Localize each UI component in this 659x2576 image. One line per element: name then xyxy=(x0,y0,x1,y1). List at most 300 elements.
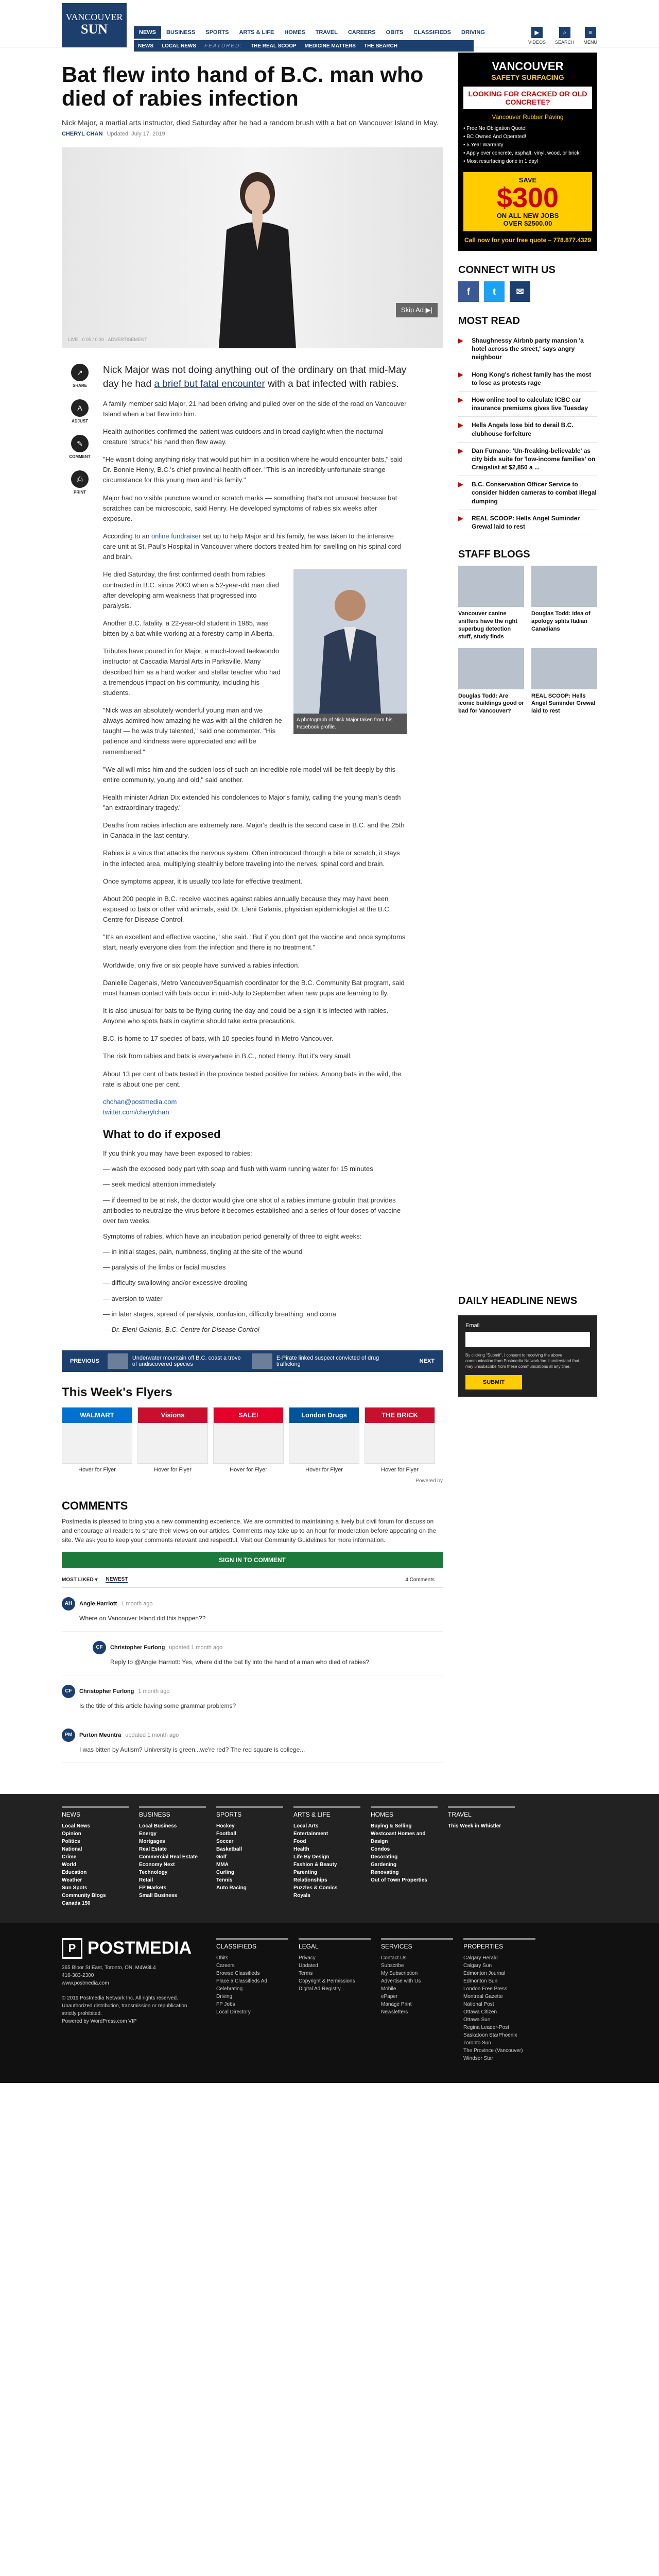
ad-save-line2: OVER $2500.00 xyxy=(503,219,552,227)
subnav-item-local-news[interactable]: LOCAL NEWS xyxy=(162,43,197,49)
footer-link[interactable]: Weather xyxy=(62,1877,82,1883)
body-paragraph: Once symptoms appear, it is usually too late for effective treatment. xyxy=(103,877,303,885)
newsletter-legal: By clicking "Submit", I consent to receiving the above communication from Postmedia Network Inc. I understand that I may unsubscribe from these communications at any time. xyxy=(465,1353,582,1369)
footer-link[interactable]: Politics xyxy=(62,1838,80,1844)
footer-link[interactable]: Driving xyxy=(216,1993,233,1999)
staff-blog-card[interactable] xyxy=(531,566,597,640)
blog-title: Douglas Todd: Idea of apology splits Italian Canadians xyxy=(531,611,591,632)
fundraiser-paragraph xyxy=(103,531,407,562)
nav-item-driving[interactable]: DRIVING xyxy=(461,29,485,36)
footer-link[interactable]: Life By Design xyxy=(293,1854,330,1860)
flyer-caption: Hover for Flyer xyxy=(78,1466,116,1473)
footer-link[interactable]: Privacy xyxy=(299,1955,316,1961)
ad-save-amount: $300 xyxy=(496,182,559,213)
menu-button[interactable] xyxy=(584,27,598,45)
symptom-item: — aversion to water xyxy=(103,1294,163,1302)
avatar[interactable]: PM xyxy=(62,1728,75,1742)
body-paragraph: Tributes have poured in for Major, a much-loved taekwondo instructor at Cascadia Martial Arts in Parksville. Many described him as a hard worker and stellar teacher who had a tremendous impact on his community, including his students. xyxy=(103,647,281,697)
footer-link[interactable]: Fashion & Beauty xyxy=(293,1861,337,1868)
fundraiser-text-start: According to an xyxy=(103,532,151,540)
comment-text: Where on Vancouver Island did this happen?? xyxy=(79,1614,206,1622)
flyer-card[interactable] xyxy=(213,1407,284,1473)
footer-nav xyxy=(0,1794,659,1923)
footer-link[interactable]: Ottawa Citizen xyxy=(463,2009,497,2015)
video-presenter-image xyxy=(211,163,304,348)
body-paragraph: Health authorities confirmed the patient was outdoors and in broad daylight when the nocturnal creature "struck" his hand then flew away. xyxy=(103,427,384,446)
body-paragraph: About 13 per cent of bats tested in the province tested positive for rabies. Among bats in the wild, the rate is about one per cent. xyxy=(103,1070,402,1088)
footer-link[interactable]: Auto Racing xyxy=(216,1885,247,1891)
site-logo[interactable] xyxy=(62,3,127,47)
body-paragraph: Rabies is a virus that attacks the nervous system. Often introduced through a bite or scratch, it stays in the infected area, multiplying stealthily before traveling into the nerves, spinal cord and brain. xyxy=(103,849,400,868)
footer-link[interactable]: Energy xyxy=(139,1831,157,1837)
most-read-item[interactable] xyxy=(458,366,597,392)
footer-link[interactable]: Relationships xyxy=(293,1877,327,1883)
footer-link[interactable]: Royals xyxy=(293,1892,310,1899)
footer-link[interactable]: Community Blogs xyxy=(62,1892,106,1899)
flyer-banner: THE BRICK xyxy=(365,1408,435,1423)
prev-next-story[interactable] xyxy=(108,1353,241,1369)
share-label: ADJUST xyxy=(71,419,88,424)
article-dek: Nick Major, a martial arts instructor, died Saturday after he had a random brush with a bat on Vancouver Island in May. xyxy=(62,118,439,127)
footer-link[interactable]: This Week in Whistler xyxy=(448,1823,501,1829)
footer-column xyxy=(216,1806,283,1907)
contact-info xyxy=(103,1097,407,1117)
footer-link[interactable]: Digital Ad Registry xyxy=(299,1986,341,1992)
inline-photo[interactable] xyxy=(293,569,407,734)
postmedia-logo[interactable] xyxy=(62,1938,196,1959)
video-player[interactable] xyxy=(62,147,443,348)
footer-link[interactable]: Local News xyxy=(62,1823,91,1829)
ad-save-word: SAVE xyxy=(518,176,537,184)
footer-link[interactable]: Golf xyxy=(216,1854,227,1860)
flyers-section xyxy=(62,1385,443,1484)
body-paragraph: He died Saturday, the first confirmed death from rabies contracted in B.C. since 2003 when a 52-year-old man died after developing arm weakness that progressed into paralysis. xyxy=(103,570,279,609)
flyer-banner: SALE! xyxy=(214,1408,283,1423)
symptom-item: — in initial stages, pain, numbness, tingling at the site of the wound xyxy=(103,1248,303,1256)
skip-ad-button[interactable]: Skip Ad ▶| xyxy=(396,303,438,317)
footer-link[interactable]: Local Directory xyxy=(216,2009,251,2015)
footer-link[interactable]: Soccer xyxy=(216,1838,234,1844)
menu-icon: ≡ xyxy=(585,27,596,38)
body-paragraph: Danielle Dagenais, Metro Vancouver/Squamish coordinator for the B.C. Community Bat program, said most human contact with bats occur in mid-July to September when new pups are learning to fly. xyxy=(103,978,405,997)
footer-link[interactable]: Toronto Sun xyxy=(463,2040,491,2046)
comment-tab[interactable]: MOST LIKED ▾ xyxy=(62,1577,98,1583)
box-source: — Dr. Eleni Galanis, B.C. Centre for Disease Control xyxy=(103,1325,259,1333)
footer-link[interactable]: Browse Classifieds xyxy=(216,1970,260,1976)
share-label: SHARE xyxy=(72,383,87,388)
nav-item-obits[interactable]: OBITS xyxy=(386,29,404,36)
tool-label: VIDEOS xyxy=(528,40,546,45)
flyer-image xyxy=(289,1407,359,1464)
footer-link[interactable]: Terms xyxy=(299,1970,313,1976)
print-icon: ⎙ xyxy=(71,470,89,488)
footer-column-title[interactable]: BUSINESS xyxy=(139,1806,206,1818)
footer-column xyxy=(62,1806,129,1907)
footer-link[interactable]: Crime xyxy=(62,1854,77,1860)
body-paragraph: The risk from rabies and bats is everywhere in B.C., noted Henry. But it's very small. xyxy=(103,1052,352,1060)
footer-link[interactable]: My Subscription xyxy=(381,1970,418,1976)
most-read-title: Shaughnessy Airbnb party mansion 'a hotel across the street,' says angry neighbour xyxy=(472,337,584,361)
twitter-icon[interactable]: t xyxy=(484,281,505,302)
connect-title: CONNECT WITH US xyxy=(458,264,556,276)
body-paragraph: Deaths from rabies infection are extremely rare. Major's death is the second case in B.C. and the 25th in Canada in the last century. xyxy=(103,821,405,840)
footer-link[interactable]: Tennis xyxy=(216,1877,233,1883)
footer-bottom-column xyxy=(299,1938,371,2062)
comment-header xyxy=(62,1597,443,1611)
flyer-card[interactable] xyxy=(289,1407,359,1473)
footer-link[interactable]: Mortgages xyxy=(139,1838,165,1844)
comment-author[interactable]: Angie Harriott xyxy=(79,1600,117,1607)
footer-link[interactable]: MMA xyxy=(216,1861,229,1868)
footer-link[interactable]: Canada 150 xyxy=(62,1900,91,1906)
comment-text: I was bitten by Autism? University is green...we're red? The red square is college... xyxy=(79,1745,305,1753)
ad-save-line1: ON ALL NEW JOBS xyxy=(496,212,559,219)
blog-thumbnail xyxy=(458,566,524,607)
sub-nav xyxy=(134,40,474,52)
arrow-icon: ▶ xyxy=(458,396,463,403)
author-email-link[interactable]: chchan@postmedia.com xyxy=(103,1097,177,1106)
comment-author[interactable]: Christopher Furlong xyxy=(79,1688,134,1694)
copyright-line: Unauthorized distribution, transmission or republication strictly prohibited. xyxy=(62,2003,187,2016)
footer-link[interactable]: Curling xyxy=(216,1869,234,1875)
footer-column-title[interactable]: ARTS & LIFE xyxy=(293,1806,360,1818)
photo-caption: A photograph of Nick Major taken from his Facebook profile. xyxy=(293,714,407,734)
nav-item-sports[interactable]: SPORTS xyxy=(205,29,229,36)
footer-link[interactable]: Windsor Star xyxy=(463,2055,493,2061)
fundraiser-text-end: set up to help Major and his family, he was taken to the intensive care unit at St. Paul's Hospital in Vancouver where doctors treated him for swelling on his spinal cord and brain. xyxy=(103,532,401,561)
footer-link[interactable]: FP Markets xyxy=(139,1885,167,1891)
footer-bottom-column xyxy=(216,1938,288,2062)
footer-column-title[interactable]: NEWS xyxy=(62,1806,129,1818)
author-link[interactable]: CHERYL CHAN xyxy=(62,131,103,138)
footer-link[interactable]: Puzzles & Comics xyxy=(293,1885,338,1891)
flyer-banner: London Drugs xyxy=(289,1408,359,1423)
footer-link[interactable]: Updated xyxy=(299,1962,318,1969)
footer-link[interactable]: Opinion xyxy=(62,1831,81,1837)
footer-link[interactable]: Place a Classifieds Ad xyxy=(216,1978,267,1984)
footer-link[interactable]: Hockey xyxy=(216,1823,235,1829)
footer-link[interactable]: Renovating xyxy=(371,1869,399,1875)
arrow-icon: ▶ xyxy=(458,337,463,344)
featured-item[interactable]: THE SEARCH xyxy=(363,43,397,49)
footer-link[interactable]: Small Business xyxy=(139,1892,177,1899)
comment-header xyxy=(93,1641,443,1654)
fundraiser-link[interactable]: online fundraiser xyxy=(151,532,201,540)
address-line: 416-383-2300 xyxy=(62,1972,94,1978)
person-silhouette-icon xyxy=(293,569,407,714)
nav-item-travel[interactable]: TRAVEL xyxy=(315,29,338,36)
footer-link[interactable]: Football xyxy=(216,1831,236,1837)
next-button[interactable]: NEXT xyxy=(419,1358,435,1364)
footer-link[interactable]: Out of Town Properties xyxy=(371,1877,427,1883)
footer-link[interactable]: Manage Print xyxy=(381,2001,412,2007)
previous-button[interactable]: PREVIOUS xyxy=(70,1358,99,1364)
footer-link[interactable]: Local Business xyxy=(139,1823,177,1829)
most-read-title: REAL SCOOP: Hells Angel Suminder Grewal laid to rest xyxy=(472,514,580,530)
comment-author[interactable]: Christopher Furlong xyxy=(110,1644,165,1651)
footer-link[interactable]: Edmonton Sun xyxy=(463,1978,498,1984)
symptoms-intro: Symptoms of rabies, which have an incubation period generally of three to eight weeks: xyxy=(103,1232,362,1240)
avatar[interactable]: AH xyxy=(62,1597,75,1611)
flyer-card[interactable] xyxy=(62,1407,132,1473)
blog-title: REAL SCOOP: Hells Angel Suminder Grewal laid to rest xyxy=(531,692,596,715)
footer-link[interactable]: National Post xyxy=(463,2001,494,2007)
footer-link[interactable]: Buying & Selling xyxy=(371,1823,412,1829)
footer-link[interactable]: Decorating xyxy=(371,1854,398,1860)
most-read-item[interactable] xyxy=(458,510,597,535)
flyer-caption: Hover for Flyer xyxy=(230,1466,267,1473)
footer-link[interactable]: Regina Leader-Post xyxy=(463,2024,509,2030)
footer-bottom-column xyxy=(463,1938,535,2062)
footer-link[interactable]: Retail xyxy=(139,1877,153,1883)
story-title: Underwater mountain off B.C. coast a trove of undiscovered species xyxy=(132,1354,241,1367)
footer-link[interactable]: Calgary Herald xyxy=(463,1955,498,1961)
footer-column-title: CLASSIFIEDS xyxy=(216,1938,288,1950)
adjust-icon: A xyxy=(71,399,89,417)
tool-label: MENU xyxy=(583,40,597,45)
footer-link[interactable]: Basketball xyxy=(216,1846,242,1852)
postmedia-mark-icon: P xyxy=(62,1938,82,1959)
email-input[interactable] xyxy=(465,1332,590,1347)
story-thumbnail xyxy=(108,1353,128,1369)
footer-link[interactable]: Advertise with Us xyxy=(381,1978,421,1984)
body-paragraph: Another B.C. fatality, a 22-year-old student in 1985, was bitten by a bat while working at a forestry camp in Alberta. xyxy=(103,619,274,638)
flyer-caption: Hover for Flyer xyxy=(381,1466,419,1473)
submit-button[interactable]: SUBMIT xyxy=(465,1375,522,1389)
most-read-item[interactable] xyxy=(458,332,597,366)
sidebar xyxy=(458,53,597,1763)
footer-link[interactable]: Economy Next xyxy=(139,1861,175,1868)
most-read-title: B.C. Conservation Officer Service to consider hidden cameras to combat illegal dumping xyxy=(472,481,597,505)
footer-link[interactable]: Montreal Gazette xyxy=(463,1993,503,1999)
most-read-item[interactable] xyxy=(458,476,597,510)
nav-item-homes[interactable]: HOMES xyxy=(284,29,305,36)
comment-time: 1 month ago xyxy=(138,1688,170,1694)
staff-blog-card[interactable] xyxy=(531,648,597,716)
footer-link[interactable]: Obits xyxy=(216,1955,229,1961)
flyer-caption: Hover for Flyer xyxy=(154,1466,192,1473)
lead-text-start: Nick Major was not doing anything out of the ordinary on that mid-May day he had xyxy=(103,365,407,389)
blog-thumbnail xyxy=(458,648,524,689)
share-label: COMMENT xyxy=(69,454,91,460)
facebook-icon[interactable]: f xyxy=(458,281,479,302)
comment-text: Reply to @Angie Harriott: Yes, where did the bat fly into the hand of a man who died of rabies? xyxy=(110,1658,370,1666)
logo-line2: SUN xyxy=(80,21,108,37)
footer-column-title[interactable]: SPORTS xyxy=(216,1806,283,1818)
featured-item[interactable]: MEDICINE MATTERS xyxy=(304,43,356,49)
story-title: E-Pirate linked suspect convicted of drug trafficking xyxy=(276,1354,379,1367)
videos-icon: ▶ xyxy=(531,27,543,38)
staff-blog-card[interactable] xyxy=(458,566,524,640)
comment-tab[interactable]: NEWEST xyxy=(106,1576,128,1582)
footer-link[interactable]: Saskatoon StarPhoenix xyxy=(463,2032,517,2038)
video-status: LIVE · 0:05 / 0:30 · ADVERTISEMENT xyxy=(68,337,147,343)
arrow-icon: ▶ xyxy=(458,370,463,378)
comment xyxy=(62,1588,443,1632)
footer-link[interactable]: Edmonton Journal xyxy=(463,1970,506,1976)
footer-column-title[interactable]: TRAVEL xyxy=(448,1806,515,1818)
footer-column xyxy=(293,1806,360,1907)
footer-link[interactable]: FP Jobs xyxy=(216,2001,235,2007)
footer-column-title: PROPERTIES xyxy=(463,1938,535,1950)
article-body xyxy=(98,364,407,1340)
nav-item-careers[interactable]: CAREERS xyxy=(348,29,376,36)
comment-author[interactable]: Purton Meuntra xyxy=(79,1732,122,1738)
ad-sub: Vancouver Rubber Paving xyxy=(492,113,564,121)
blog-title: Vancouver canine sniffers have the right superbug detection stuff, study finds xyxy=(458,611,517,640)
comment xyxy=(62,1675,443,1719)
footer-link[interactable]: World xyxy=(62,1861,77,1868)
story-thumbnail xyxy=(252,1353,272,1369)
nav-item-news[interactable]: NEWS xyxy=(134,26,161,39)
footer-column xyxy=(139,1806,206,1907)
footer-link[interactable]: Subscribe xyxy=(381,1962,404,1969)
email-icon[interactable]: ✉ xyxy=(510,281,530,302)
comment xyxy=(62,1719,443,1763)
footer-link[interactable]: Commercial Real Estate xyxy=(139,1854,198,1860)
comment xyxy=(62,1632,443,1675)
sign-in-to-comment-button[interactable]: SIGN IN TO COMMENT xyxy=(62,1552,443,1568)
footer-link[interactable]: Careers xyxy=(216,1962,235,1969)
footer-link[interactable]: Newsletters xyxy=(381,2009,408,2015)
footer-link[interactable]: The Province (Vancouver) xyxy=(463,2047,523,2054)
byline xyxy=(62,131,443,137)
footer-link[interactable]: ePaper xyxy=(381,1993,398,1999)
exposure-box-title: What to do if exposed xyxy=(103,1128,221,1141)
footer-link[interactable]: Condos xyxy=(371,1846,390,1852)
advertisement[interactable] xyxy=(458,53,597,251)
avatar[interactable]: CF xyxy=(62,1685,75,1698)
body-paragraph: "He wasn't doing anything risky that would put him in a position where he would encounter bats," said Dr. Bonnie Henry, B.C.'s chief provincial health officer. "This is an incredibly unfortunate strange circumstance for this young man and his family." xyxy=(103,455,403,484)
ad-bullet: • Most resurfacing done in 1 day! xyxy=(463,159,539,164)
ad-bullet: • Apply over concrete, asphalt, vinyl, wood, or brick! xyxy=(463,150,581,156)
lead-link[interactable]: a brief but fatal encounter xyxy=(154,378,265,389)
comment-icon: ✎ xyxy=(71,435,89,452)
arrow-icon: ▶ xyxy=(458,514,463,522)
flyer-image xyxy=(137,1407,208,1464)
blog-title: Douglas Todd: Are iconic buildings good or bad for Vancouver? xyxy=(458,692,524,715)
subnav-item-news[interactable]: NEWS xyxy=(138,43,153,49)
flyer-card[interactable] xyxy=(137,1407,208,1473)
body-paragraph: "It's an excellent and effective vaccine," she said. "But if you don't get the vaccine and once symptoms start, nearly everyone dies from the infection and there is no treatment." xyxy=(103,933,406,952)
footer-link[interactable]: Mobile xyxy=(381,1986,396,1992)
comment-count: 4 Comments xyxy=(405,1577,435,1583)
search-icon: ⌕ xyxy=(559,27,570,38)
footer-column xyxy=(371,1806,438,1907)
most-read-title: Hells Angels lose bid to derail B.C. clubhouse forfeiture xyxy=(472,421,574,437)
search-button[interactable] xyxy=(555,27,575,45)
comment-time: updated 1 month ago xyxy=(125,1732,179,1738)
ad-brand: VANCOUVER xyxy=(492,60,564,73)
footer-link[interactable]: Real Estate xyxy=(139,1846,167,1852)
most-read-item[interactable] xyxy=(458,443,597,477)
symptom-item: — paralysis of the limbs or facial muscles xyxy=(103,1263,226,1272)
address-line: www.postmedia.com xyxy=(62,1980,109,1986)
newsletter-box xyxy=(458,1315,597,1397)
body-paragraph: It is also unusual for bats to be flying during the day and could be a sign it is infected with rabies. Anyone who spots bats in daytime should take extra precautions. xyxy=(103,1007,389,1025)
nav-item-arts-life[interactable]: ARTS & LIFE xyxy=(239,29,274,36)
flyer-image xyxy=(365,1407,435,1464)
avatar[interactable]: CF xyxy=(93,1641,106,1654)
blog-thumbnail xyxy=(531,566,597,607)
featured-item[interactable]: THE REAL SCOOP xyxy=(250,43,297,49)
header-tools xyxy=(528,27,597,45)
footer-link[interactable]: Celebrating xyxy=(216,1986,243,1992)
footer-link[interactable]: Calgary Sun xyxy=(463,1962,492,1969)
body-paragraph: Health minister Adrian Dix extended his condolences to Major's family, calling the young man's death "an extraordinary tragedy." xyxy=(103,793,401,812)
staff-blogs-title: STAFF BLOGS xyxy=(458,549,530,561)
exposure-intro: If you think you may have been exposed to rabies: xyxy=(103,1149,252,1158)
footer-link[interactable]: Education xyxy=(62,1869,87,1875)
comment-text: Is the title of this article having some grammar problems? xyxy=(79,1702,236,1709)
arrow-icon: ▶ xyxy=(458,481,463,488)
share-icon: ↗ xyxy=(71,364,89,381)
nav-item-business[interactable]: BUSINESS xyxy=(166,29,196,36)
footer-link[interactable]: Ottawa Sun xyxy=(463,2016,491,2023)
footer-link[interactable]: London Free Press xyxy=(463,1986,508,1992)
arrow-icon: ▶ xyxy=(458,421,463,429)
main-nav xyxy=(134,26,490,39)
exposure-step: — wash the exposed body part with soap and flush with warm running water for 15 minutes xyxy=(103,1165,373,1173)
flyer-card[interactable] xyxy=(365,1407,435,1473)
logo-line1: VANCOUVER xyxy=(65,12,123,22)
article-headline: Bat flew into hand of B.C. man who died of rabies infection xyxy=(62,62,424,111)
footer-link[interactable]: Entertainment xyxy=(293,1831,328,1837)
body-paragraph: About 200 people in B.C. receive vaccines against rabies annually because they may have been exposed to bats or other wild animals, said Dr. Eleni Galanis, physician epidemiologist at the B.C. Centre for Disease Control. xyxy=(103,894,391,924)
footer-link[interactable]: Health xyxy=(293,1846,309,1852)
footer-link[interactable]: Technology xyxy=(139,1869,168,1875)
body-paragraph: A family member said Major, 21 had been driving and pulled over on the side of the road on Vancouver Island when a bat flew into him. xyxy=(103,399,407,418)
footer-link[interactable]: Sun Spots xyxy=(62,1885,88,1891)
footer-link[interactable]: Copyright & Permissions xyxy=(299,1978,355,1984)
adjust-button[interactable] xyxy=(62,399,98,423)
footer-bottom xyxy=(0,1923,659,2083)
body-paragraph: Worldwide, only five or six people have survived a rabies infection. xyxy=(103,961,300,969)
footer-link[interactable]: Westcoast Homes and Design xyxy=(371,1831,426,1844)
footer-column-title: SERVICES xyxy=(381,1938,453,1950)
footer-link[interactable]: National xyxy=(62,1846,82,1852)
flyer-banner: Visions xyxy=(138,1408,207,1423)
site-header xyxy=(0,0,659,47)
most-read-item[interactable] xyxy=(458,392,597,417)
comments-intro: Postmedia is pleased to bring you a new commenting experience. We are committed to maintaining a lively but civil forum for discussion and encourage all readers to share their views on our articles. Comments may take up to an hour for moderation before appearing on the site. We ask you to keep your comments relevant and respectful. Visit our Community Guidelines for more information. xyxy=(62,1517,437,1544)
author-twitter-link[interactable]: twitter.com/cherylchan xyxy=(103,1108,169,1116)
print-button[interactable] xyxy=(62,470,98,495)
arrow-icon: ▶ xyxy=(458,447,463,454)
videos-button[interactable] xyxy=(528,27,546,45)
most-read-item[interactable] xyxy=(458,417,597,442)
footer-link[interactable]: Food xyxy=(293,1838,306,1844)
comment-tabs xyxy=(62,1577,443,1588)
nav-item-classifieds[interactable]: CLASSIFIEDS xyxy=(413,29,452,36)
comments-section xyxy=(62,1499,443,1763)
exposure-step: — seek medical attention immediately xyxy=(103,1180,216,1189)
prev-next-story[interactable] xyxy=(252,1353,386,1369)
footer-link[interactable]: Gardening xyxy=(371,1861,397,1868)
footer-link[interactable]: Contact Us xyxy=(381,1955,407,1961)
comment-button[interactable] xyxy=(62,435,98,459)
footer-link[interactable]: Local Arts xyxy=(293,1823,319,1829)
footer-column-title[interactable]: HOMES xyxy=(371,1806,438,1818)
staff-blog-card[interactable] xyxy=(458,648,524,716)
ad-save-block xyxy=(463,172,592,231)
flyer-banner: WALMART xyxy=(62,1408,132,1423)
share-button[interactable] xyxy=(62,364,98,388)
flyers-title: This Week's Flyers xyxy=(62,1385,172,1399)
ad-question: LOOKING FOR CRACKED OR OLD CONCRETE? xyxy=(463,87,592,109)
updated-date: Updated: July 17, 2019 xyxy=(107,131,165,138)
footer-link[interactable]: Parenting xyxy=(293,1869,318,1875)
